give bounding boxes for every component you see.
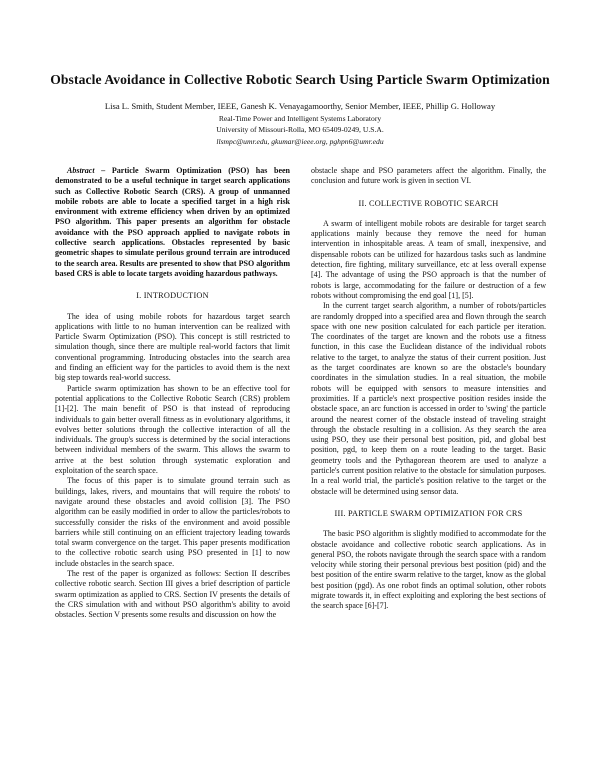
pso-paragraph-1: The basic PSO algorithm is slightly modified to accommodate for the obstacle avoidance and collective robotic search applications. As in general PSO, the robots navigate through the search space with a random velocity while storing their personal previous best position (pid) and the best position of the entire swarm relative to the target, know as the global best position (pgd). As one robot finds an optimal solution, other robots migrate towards it, in effect exploiting and exploring the best sections of the search space [6]-[7].	[311, 529, 546, 611]
intro-paragraph-1: The idea of using mobile robots for hazardous target search applications with little to no human intervention can be realized with Particle Swarm Optimization (PSO). This concept is still restricted to simulation though, since there are multiple real-world factors that limit conventional programming. Introducing obstacles into the search area and finding an efficient way for the particles to avoid them is the next big step towards real-world success.	[55, 311, 290, 383]
right-column	[311, 166, 546, 612]
intro-paragraph-4: The rest of the paper is organized as follows: Section II describes collective robotic search. Section III gives a brief description of particle swarm optimization as applied to CRS. Section IV presents the details of the CRS simulation with and without PSO algorithm's ability to avoid obstacles. Section V presents some results and discussion on how the	[55, 568, 290, 620]
abstract-text: Particle Swarm Optimization (PSO) has been demonstrated to be a useful technique in target search applications such as Collective Robotic Search (CRS). A group of unmanned mobile robots are able to locate a specified target in a high risk environment with extreme efficiency when driven by an optimized PSO algorithm. This paper presents an algorithm for obstacle avoidance with the PSO approach applied to navigate robots in collective search applications. Obstacles represented by basic geometric shapes to simulate perilous ground terrain are introduced to the search area. Results are presented to show that PSO algorithm based CRS is able to locate targets avoiding hazardous pathways.	[55, 166, 291, 278]
section-heading-crs: II. COLLECTIVE ROBOTIC SEARCH	[358, 198, 499, 208]
paper-title: Obstacle Avoidance in Collective Robotic Search Using Particle Swarm Optimization	[50, 72, 550, 87]
intro-paragraph-4-continued: obstacle shape and PSO parameters affect the algorithm. Finally, the conclusion and future work is given in section VI.	[311, 166, 546, 186]
crs-paragraph-1: A swarm of intelligent mobile robots are desirable for target search applications mainly because they remove the need for human intervention in inhospitable areas. A team of small, inexpensive, and dispensable robots can be utilized for hazardous tasks such as landmine detection, fire fighting, military surveillance, etc at less overall expense [4]. The advantage of using the PSO approach is that the number of robots is large, accommodating for the failure or destruction of a few robots without compromising the end goal [1], [5].	[311, 218, 546, 300]
affiliation-lab: Real-Time Power and Intelligent Systems Laboratory	[218, 114, 382, 123]
section-heading-introduction: I. INTRODUCTION	[136, 291, 209, 301]
intro-paragraph-3: The focus of this paper is to simulate ground terrain such as buildings, lakes, rivers, and mountains that will require the robots' to navigate around these obstacles and avoid collision [3]. The PSO algorithm can be easily modified in order to allow the particles/robots to successfully consider the risks of the environment and avoid possible barriers while still continuing on an efficient trajectory leading towards total swarm convergence on the target. This paper presents modification to the collective robotic search using PSO presented in [1] to now include obstacles in the search space.	[55, 476, 290, 568]
intro-paragraph-2: Particle swarm optimization has shown to be an effective tool for potential applications to the Collective Robotic Search (CRS) problem [1]-[2]. The main benefit of PSO is that instead of reproducing individuals to gain better overall fitness as in evolutionary algorithms, it evolves better solutions through the collective interaction of all the individuals. The group's success is determined by the social interactions between individual members of the swarm. This allows the swarm to arrive at the best solution through systematic exploration and exploitation of the search space.	[55, 383, 290, 476]
author-line: Lisa L. Smith, Student Member, IEEE, Ganesh K. Venayagamoorthy, Senior Member, IEEE, Phillip G. Holloway	[104, 101, 496, 111]
affiliation-university: University of Missouri-Rolla, MO 65409-0249, U.S.A.	[216, 125, 384, 134]
section-heading-pso: III. PARTICLE SWARM OPTIMIZATION FOR CRS	[334, 508, 523, 518]
abstract	[55, 166, 290, 279]
left-column	[55, 166, 290, 620]
abstract-label: Abstract –	[67, 166, 106, 175]
crs-paragraph-2: In the current target search algorithm, a number of robots/particles are randomly dropped into a specified area and flown through the search space with one new position calculated for each particle per iteration. The coordinates of the target are known and the robots use a fitness function, in this case the Euclidean distance of the individual robots relative to the target, to analyze the status of their current position. Just as the target coordinates are known so are the obstacle's boundary coordinates in the simulation studies. In a real situation, the mobile robots will be equipped with sensors to measure intensities and proximities. If a particle's next prospective position resides inside the obstacle space, an arc function is accessed in order to 'swing' the particle around the nearest corner of the obstacle instead of traveling straight through the obstacle resulting in a collision. As they search the area using PSO, they use their personal best position, pid, and global best position, pgd, to keep them on a route leading to the target. Basic geometry tools and the Pythagorean theorem are used to analyze a particle's current position relative to the obstacle for simulation purposes. In a real world trial, the particle's position relative to the target or the obstacle will be determined using sensor data.	[311, 301, 546, 496]
author-emails: llsmpc@umr.edu, gkumar@ieee.org, pghpn6@umr.edu	[216, 137, 384, 146]
